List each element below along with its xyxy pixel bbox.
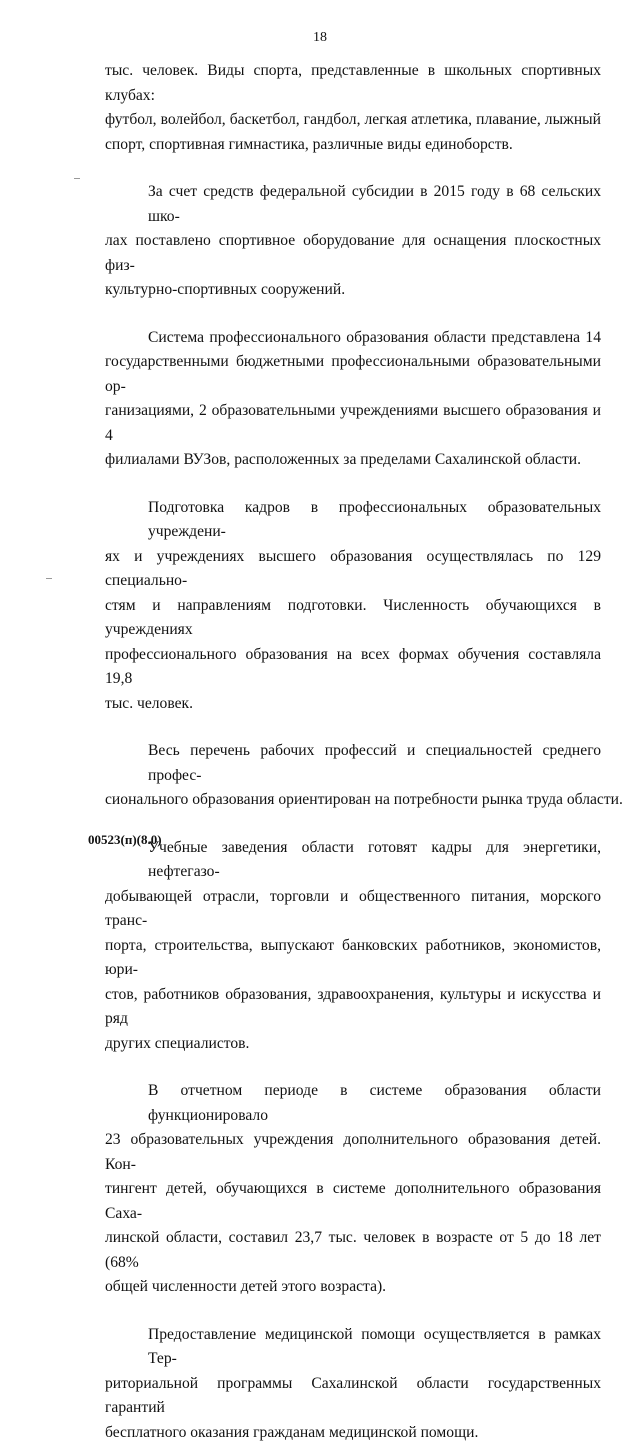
text-line: бесплатного оказания гражданам медицинской помощи. xyxy=(105,1421,601,1445)
text-line: добывающей отрасли, торговли и общественного питания, морского транс- xyxy=(105,885,601,934)
text-line: общей численности детей этого возраста). xyxy=(105,1275,601,1300)
text-line: тыс. человек. xyxy=(105,692,601,717)
text-line: Система профессионального образования области представлена 14 xyxy=(105,326,601,351)
text-line: линской области, составил 23,7 тыс. человек в возрасте от 5 до 18 лет (68% xyxy=(105,1226,601,1275)
paragraph xyxy=(105,180,601,303)
paragraph xyxy=(105,739,601,813)
document-code: 00523(п)(8.0) xyxy=(88,832,162,848)
text-line: риториальной программы Сахалинской области государственных гарантий xyxy=(105,1372,601,1421)
document-body xyxy=(105,59,601,1445)
text-line: В отчетном периоде в системе образования области функционировало xyxy=(105,1079,601,1128)
text-line: Подготовка кадров в профессиональных образовательных учреждени- xyxy=(105,496,601,545)
text-line: стям и направлениям подготовки. Численность обучающихся в учреждениях xyxy=(105,594,601,643)
text-line: профессионального образования на всех формах обучения составляла 19,8 xyxy=(105,643,601,692)
text-line: Предоставление медицинской помощи осуществляется в рамках Тер- xyxy=(105,1323,601,1372)
text-line: ях и учреждениях высшего образования осуществлялась по 129 специально- xyxy=(105,545,601,594)
text-line: тыс. человек. Виды спорта, представленные в школьных спортивных клубах: xyxy=(105,59,601,108)
text-line: 23 образовательных учреждения дополнительного образования детей. Кон- xyxy=(105,1128,601,1177)
text-line: культурно-спортивных сооружений. xyxy=(105,278,601,303)
text-line: государственными бюджетными профессиональными образовательными ор- xyxy=(105,350,601,399)
text-line: филиалами ВУЗов, расположенных за пределами Сахалинской области. xyxy=(105,448,601,473)
text-line: Учебные заведения области готовят кадры для энергетики, нефтегазо- xyxy=(105,836,601,885)
text-line: Весь перечень рабочих профессий и специальностей среднего профес- xyxy=(105,739,601,788)
paragraph xyxy=(105,496,601,717)
page-number: 18 xyxy=(0,30,640,46)
text-line: ганизациями, 2 образовательными учреждениями высшего образования и 4 xyxy=(105,399,601,448)
text-line: стов, работников образования, здравоохранения, культуры и искусства и ряд xyxy=(105,983,601,1032)
text-line: За счет средств федеральной субсидии в 2015 году в 68 сельских шко- xyxy=(105,180,601,229)
paragraph xyxy=(105,1323,601,1445)
paragraph xyxy=(105,59,601,157)
scan-mark xyxy=(74,178,80,179)
paragraph xyxy=(105,326,601,473)
text-line: футбол, волейбол, баскетбол, гандбол, легкая атлетика, плавание, лыжный xyxy=(105,108,601,133)
paragraph xyxy=(105,836,601,1057)
text-line: спорт, спортивная гимнастика, различные виды единоборств. xyxy=(105,133,601,158)
text-line: других специалистов. xyxy=(105,1032,601,1057)
text-line: тингент детей, обучающихся в системе дополнительного образования Саха- xyxy=(105,1177,601,1226)
text-line: сионального образования ориентирован на потребности рынка труда области. xyxy=(105,788,601,813)
paragraph xyxy=(105,1079,601,1300)
scan-mark xyxy=(46,578,52,579)
text-line: порта, строительства, выпускают банковских работников, экономистов, юри- xyxy=(105,934,601,983)
text-line: лах поставлено спортивное оборудование для оснащения плоскостных физ- xyxy=(105,229,601,278)
